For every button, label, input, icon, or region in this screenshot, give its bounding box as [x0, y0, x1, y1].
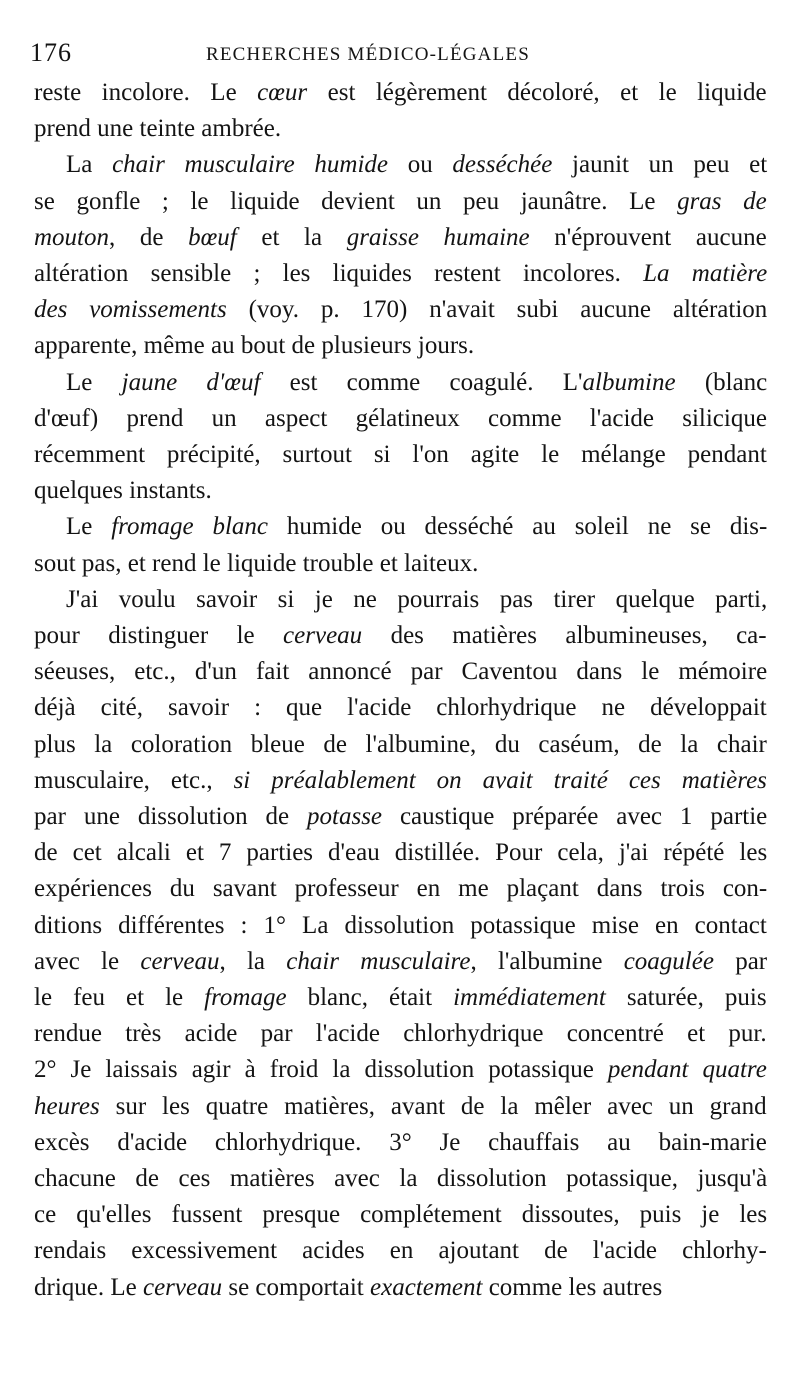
text-run: ditions différentes : 1° La dissolution potassique mise en contact — [34, 911, 767, 939]
italic-run: desséchée — [452, 151, 553, 179]
text-run: La — [66, 151, 113, 179]
italic-run: albumine — [582, 368, 676, 396]
text-run: par — [713, 947, 768, 975]
text-line — [34, 944, 767, 980]
text-line — [34, 690, 767, 726]
text-run: humide ou desséché au soleil ne se dis- — [268, 513, 768, 541]
text-line — [66, 582, 767, 618]
text-run: n'éprouvent aucune — [529, 223, 767, 251]
text-run: J'ai voulu savoir si je ne pourrais pas tirer quelque parti, — [66, 585, 768, 613]
text-line — [34, 871, 767, 907]
italic-run: coagulée — [623, 947, 714, 975]
text-run: se comportait — [222, 1273, 370, 1301]
italic-run: exactement — [370, 1273, 483, 1301]
text-line — [34, 618, 767, 654]
text-line — [34, 401, 767, 437]
italic-run: bœuf — [188, 223, 237, 251]
text-line — [34, 473, 212, 509]
text-run: , de — [109, 223, 189, 251]
italic-run: fromage — [204, 984, 287, 1011]
text-run: est légèrement décoloré, et le liquide — [307, 79, 767, 106]
text-line — [34, 1161, 767, 1197]
text-line — [34, 328, 474, 364]
text-run: 2° Je laissais agir à froid la dissolution potassique — [34, 1056, 608, 1084]
text-run: pour distinguer le — [34, 622, 284, 649]
text-run: Le — [66, 513, 112, 541]
text-run: se gonfle ; le liquide devient un peu jaunâtre. Le — [34, 187, 678, 215]
text-line — [34, 1089, 767, 1125]
text-run: des matières albumineuses, ca- — [362, 622, 767, 649]
text-line — [34, 111, 281, 147]
italic-run: heures — [34, 1092, 100, 1120]
text-run: par une dissolution de — [34, 803, 308, 830]
text-run: excès d'acide chlorhydrique. 3° Je chauffais au bain-marie — [34, 1128, 767, 1156]
text-run: déjà cité, savoir : que l'acide chlorhydrique ne développait — [34, 694, 767, 722]
italic-run: fromage blanc — [111, 513, 269, 541]
text-line — [34, 727, 767, 763]
text-run: d'œuf) prend un aspect gélatineux comme l'acide silicique — [34, 404, 767, 432]
italic-run: pendant quatre — [607, 1056, 767, 1084]
italic-run: cerveau — [140, 947, 220, 975]
text-run: de cet alcali et 7 parties d'eau distillée. Pour cela, j'ai répété les — [34, 839, 768, 867]
text-line — [34, 1016, 767, 1052]
italic-run: si préalablement on avait traité ces matières — [233, 766, 767, 794]
text-line — [34, 75, 767, 111]
italic-run: graisse humaine — [346, 223, 530, 251]
text-run: (blanc — [675, 368, 768, 396]
italic-run: La matière — [643, 260, 768, 287]
text-run: altération sensible ; les liquides restent incolores. — [34, 260, 644, 287]
italic-run: chair musculaire humide — [112, 151, 388, 179]
text-line — [34, 256, 767, 292]
text-line — [34, 763, 767, 799]
italic-run: potasse — [307, 803, 383, 830]
text-line — [34, 184, 767, 220]
text-run: avec le — [34, 947, 141, 975]
text-run: ou — [388, 151, 453, 179]
text-run: séeuses, etc., d'un fait annoncé par Caventou dans le mémoire — [34, 658, 768, 686]
text-line — [66, 147, 767, 183]
italic-run: cerveau — [283, 622, 363, 649]
text-run: et la — [236, 223, 347, 251]
text-run: saturée, puis — [605, 984, 767, 1011]
text-run: rendais excessivement acides en ajoutant de l'acide chlorhy- — [34, 1237, 767, 1265]
italic-run: des vomissements — [34, 296, 227, 324]
text-line — [34, 1125, 767, 1161]
text-run: , la — [219, 947, 287, 975]
text-run: chacune de ces matières avec la dissolution potassique, jusqu'à — [34, 1165, 768, 1192]
text-line — [34, 1233, 767, 1269]
text-run: plus la coloration bleue de l'albumine, du caséum, de la chair — [34, 730, 767, 758]
text-run: sur les quatre matières, avant de la mêler avec un grand — [99, 1092, 767, 1120]
text-line — [66, 509, 767, 545]
text-line — [66, 365, 767, 401]
text-line — [34, 654, 767, 690]
text-run: sout pas, et rend le liquide trouble et laiteux. — [34, 549, 479, 577]
text-run: le feu et le — [34, 984, 205, 1011]
text-line — [34, 1052, 767, 1088]
text-line — [34, 220, 767, 256]
text-run: drique. Le — [34, 1273, 143, 1301]
italic-run: mouton — [34, 223, 109, 251]
text-line — [34, 437, 767, 473]
text-run: reste incolore. Le — [34, 79, 258, 106]
text-run: jaunit un peu et — [552, 151, 768, 179]
text-run: Le — [66, 368, 122, 396]
italic-run: gras de — [677, 187, 767, 215]
page-header — [30, 38, 770, 78]
text-run: expériences du savant professeur en me plaçant dans trois con- — [34, 875, 768, 903]
italic-run: cerveau — [142, 1273, 223, 1301]
text-run: est comme coagulé. L' — [260, 368, 583, 396]
text-run: caustique préparée avec 1 partie — [382, 803, 768, 830]
running-head: RECHERCHES MÉDICO-LÉGALES — [206, 44, 530, 65]
text-line — [34, 908, 767, 944]
text-run: quelques instants. — [34, 477, 212, 505]
text-line — [34, 292, 767, 328]
text-line — [34, 835, 767, 871]
text-run: (voy. p. 170) n'avait subi aucune altération — [226, 296, 768, 324]
text-line — [34, 546, 478, 582]
text-run: prend une teinte ambrée. — [34, 115, 282, 143]
italic-run: cœur — [257, 79, 308, 106]
text-run: blanc, était — [286, 984, 454, 1011]
text-run: apparente, même au bout de plusieurs jours. — [34, 332, 475, 360]
italic-run: chair musculaire — [286, 947, 471, 975]
italic-run: immédiatement — [453, 984, 606, 1011]
page-number: 176 — [30, 38, 72, 67]
text-run: , l'albumine — [470, 947, 624, 975]
italic-run: jaune d'œuf — [121, 368, 261, 396]
text-run: rendue très acide par l'acide chlorhydrique concentré et pur. — [34, 1020, 767, 1048]
text-line — [34, 1197, 767, 1233]
text-run: musculaire, etc., — [34, 766, 234, 794]
text-line — [34, 799, 767, 835]
text-line — [34, 980, 767, 1016]
text-line — [34, 1270, 662, 1306]
text-run: comme les autres — [482, 1273, 663, 1301]
text-run: ce qu'elles fussent presque complétement dissoutes, puis je les — [34, 1201, 768, 1229]
text-run: récemment précipité, surtout si l'on agite le mélange pendant — [34, 441, 767, 468]
